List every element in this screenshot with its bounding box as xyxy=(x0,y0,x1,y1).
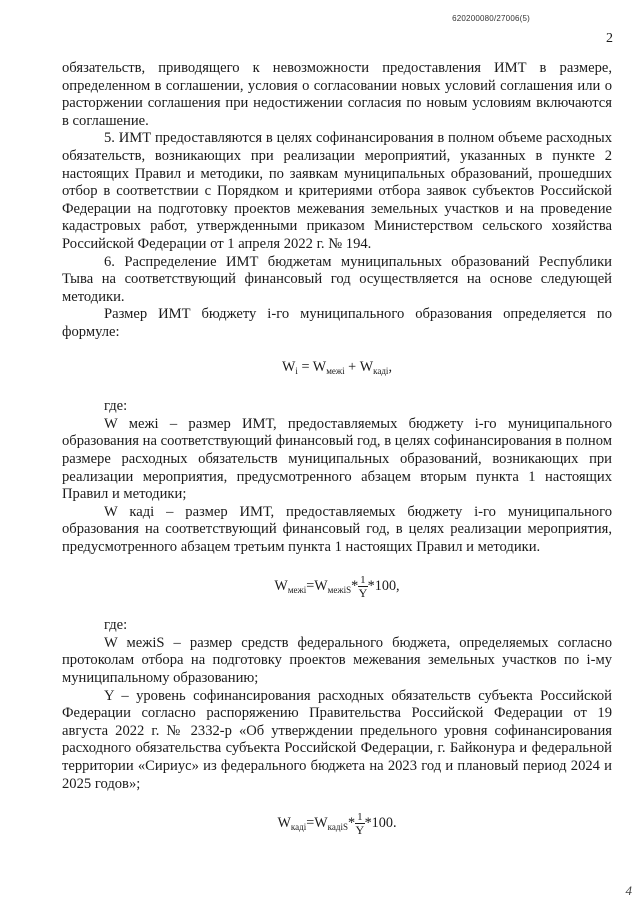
definition-w-kad: W каді – размер ИМТ, предоставляемых бюджету i-го муниципального образования на соответствующий финансовый год, в целях реализации мероприятия, предусмотренного абзацем третьим пункта 1 настоящих Правил и методики. xyxy=(62,503,612,556)
paragraph-continuation: обязательств, приводящего к невозможности предоставления ИМТ в размере, определенном в соглашении, условия о согласовании новых условий соглашения или о расторжении соглашения при недостижении согласия по новым условиям включаются в соглашение. xyxy=(62,60,612,129)
where-label-1: где: xyxy=(104,398,128,415)
formula-w-kad: $W_{каді}=W_{кадіS}*$ $\frac{1}{Y}$ *100. xyxy=(277,810,397,837)
corner-handwritten-mark: 4 xyxy=(625,883,632,898)
definition-y: Y – уровень софинансирования расходных обязательств субъекта Российской Федерации согласно распоряжению Правительства Российской Федерации от 19 августа 2022 г. № 2332-р «Об утверждении предельного уровня софинансирования расходного обязательства субъекта Российской Федерации, г. Байконура и федеральной территории «Сириус» из федерального бюджета на 2023 год и плановый период 2024 и 2025 годов»; xyxy=(62,687,612,792)
paragraph-formula-intro: Размер ИМТ бюджету i-го муниципального образования определяется по формуле: xyxy=(62,306,612,340)
paragraph-5: 5. ИМТ предоставляются в целях софинансирования в полном объеме расходных обязательств, возникающих при реализации мероприятий, указанных в пункте 2 настоящих Правил и методики, по заявкам муниципальных образований, прошедших отбор в соответствии с Порядком и критериями отбора заявок субъектов Российской Федерации на подготовку проектов межевания земельных участков и на проведение кадастровых работ, утвержденными приказом Министерством сельского хозяйства Российской Федерации от 1 апреля 2022 г. № 194. xyxy=(62,130,612,252)
paragraph-6: 6. Распределение ИМТ бюджетам муниципальных образований Республики Тыва на соответствующий финансовый год осуществляется на основе следующей методики. xyxy=(62,253,612,305)
document-id: 620200080/27006(5) xyxy=(452,14,530,23)
fraction: $\frac{1}{Y}$ xyxy=(358,574,368,601)
definition-w-mezh-s: W межіS – размер средств федерального бюджета, определяемых согласно протоколам отбора на подготовку проектов межевания земельных участков по i-му муниципальному образованию; xyxy=(62,634,612,686)
definition-w-mezh: W межі – размер ИМТ, предоставляемых бюджету i-го муниципального образования на соответствующий финансовый год, в целях софинансирования в полном размере расходных обязательств муниципальных образований, возникающих при реализации мероприятия, предусмотренного абзацем вторым пункта 1 настоящих Правил и методики; xyxy=(62,415,612,503)
where-label-2: где: xyxy=(104,617,128,634)
formula-total: $W_i = W_{межі} + W_{каді}$, xyxy=(282,359,392,377)
page-number: 2 xyxy=(606,31,613,46)
formula-w-mezh: $W_{межі}=W_{межіS}*$ $\frac{1}{Y}$ *100, xyxy=(274,574,400,601)
fraction: $\frac{1}{Y}$ xyxy=(355,810,365,837)
document-body xyxy=(62,60,612,836)
